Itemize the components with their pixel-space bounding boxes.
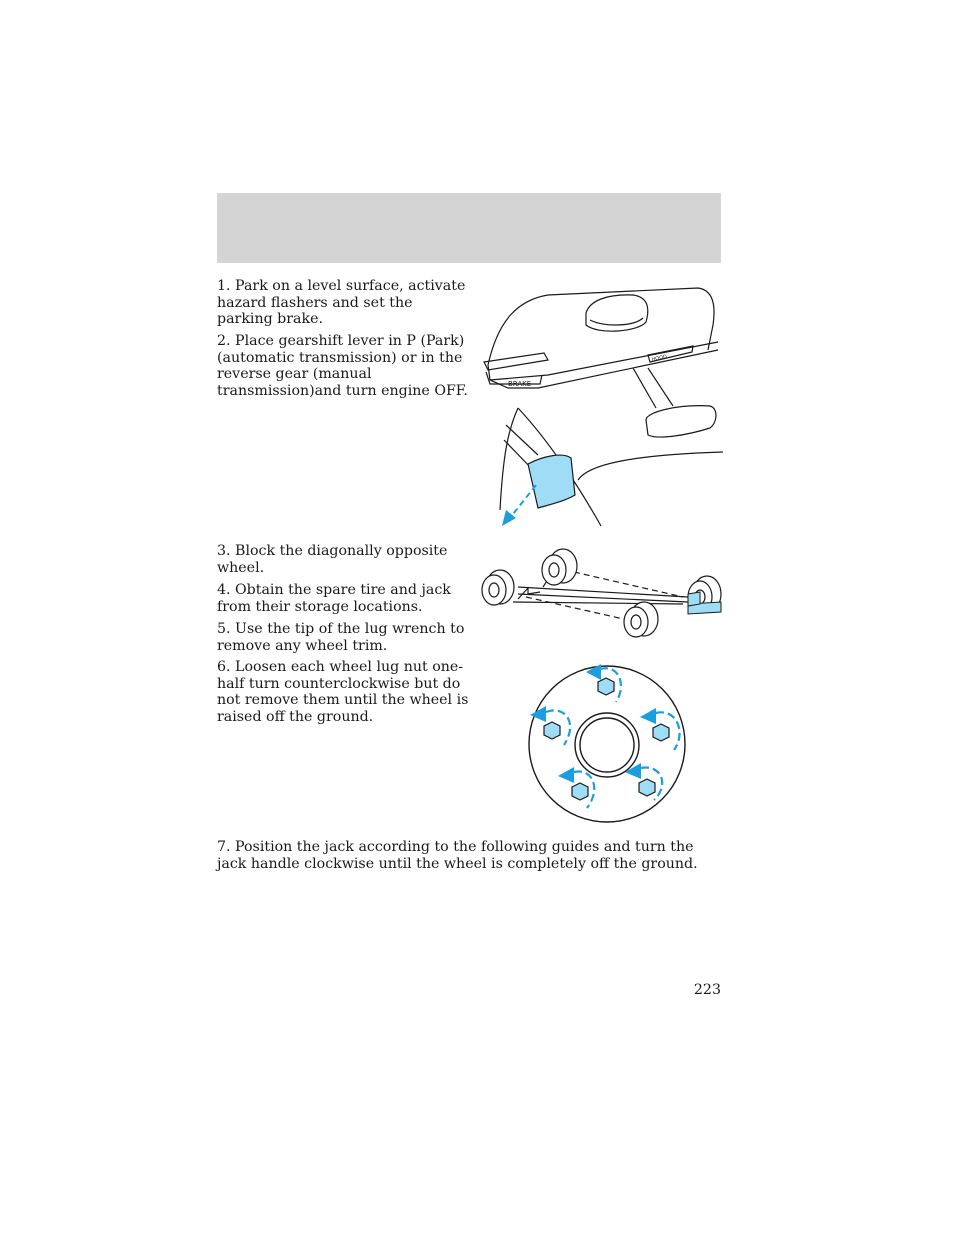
step-7-text: 7. Position the jack according to the following guides and turn the jack handle clockwise until the wheel is completely off the ground. xyxy=(217,839,698,872)
step-1-text: 1. Park on a level surface, activate hazard flashers and set the parking brake. xyxy=(217,278,466,327)
step-4-text: 4. Obtain the spare tire and jack from their storage locations. xyxy=(217,582,451,615)
step-6-text: 6. Loosen each wheel lug nut one-half turn counterclockwise but do not remove them until the wheel is raised off the ground. xyxy=(217,659,469,725)
step-5-text: 5. Use the tip of the lug wrench to remove any wheel trim. xyxy=(217,621,465,654)
step-3-text: 3. Block the diagonally opposite wheel. xyxy=(217,543,448,576)
brake-label: BRAKE xyxy=(508,380,532,388)
page-number: 223 xyxy=(693,982,721,998)
lug-nut-diagram xyxy=(524,660,694,828)
wheel-block-diagram xyxy=(478,542,728,647)
hood-label: HOOD xyxy=(651,353,668,363)
section-header-band xyxy=(217,193,721,263)
parking-brake-illustration xyxy=(478,280,723,530)
step-2-text: 2. Place gearshift lever in P (Park) (automatic transmission) or in the reverse gear (manual transmission)and turn engine OFF. xyxy=(217,333,468,399)
